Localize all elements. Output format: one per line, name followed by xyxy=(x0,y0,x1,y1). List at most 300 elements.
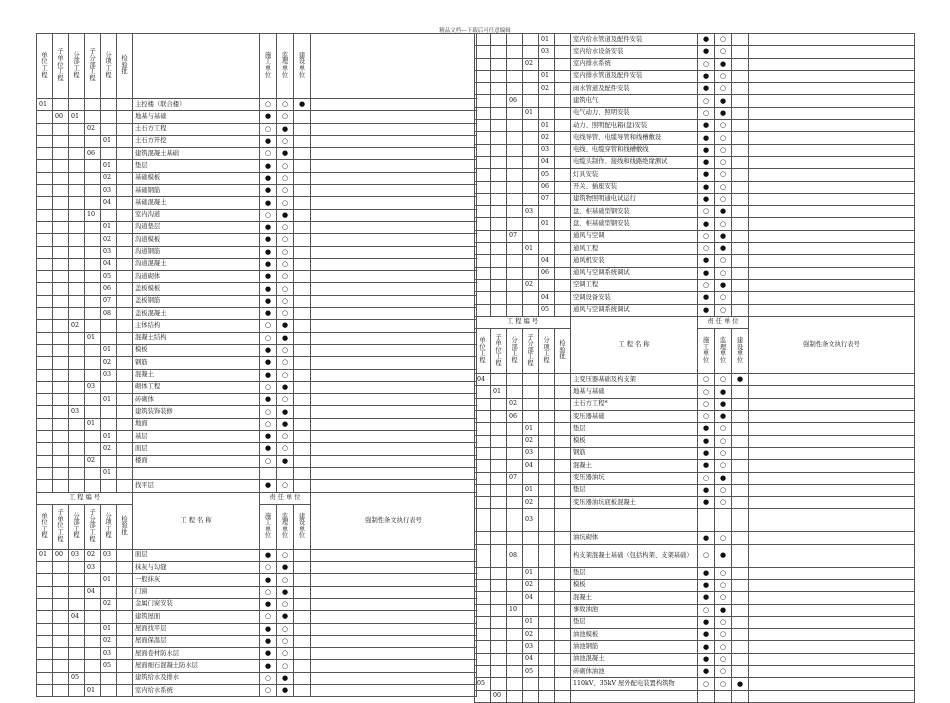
table-row xyxy=(37,562,477,574)
responsibility-mark: ● xyxy=(698,497,715,509)
code-cell: 01 xyxy=(523,567,539,579)
project-name-cell: 通风工程 xyxy=(571,243,698,255)
code-cell xyxy=(101,381,117,393)
code-cell xyxy=(491,678,507,690)
responsibility-mark: ○ xyxy=(277,295,294,307)
code-cell xyxy=(491,653,507,665)
responsibility-mark: ● xyxy=(260,221,277,233)
code-cell xyxy=(69,574,85,586)
responsibility-mark: ● xyxy=(277,406,294,418)
code-cell xyxy=(491,604,507,616)
code-cell xyxy=(507,567,523,579)
code-cell xyxy=(53,332,69,344)
code-cell xyxy=(475,472,491,484)
code-cell xyxy=(53,283,69,295)
code-cell xyxy=(555,243,571,255)
responsibility-mark xyxy=(732,304,749,316)
project-name-cell: 地基与基础 xyxy=(133,111,260,123)
code-cell: 01 xyxy=(101,574,117,586)
code-cell: 02 xyxy=(85,549,101,561)
responsibility-mark: ○ xyxy=(277,234,294,246)
code-cell xyxy=(101,148,117,160)
responsibility-mark: ○ xyxy=(260,123,277,135)
code-cell xyxy=(555,567,571,579)
header-project-code: 工 程 编 号 xyxy=(37,492,133,504)
responsibility-mark: ○ xyxy=(715,34,732,46)
code-cell xyxy=(507,243,523,255)
table-row xyxy=(475,447,915,459)
responsibility-mark xyxy=(732,604,749,616)
responsibility-mark: ● xyxy=(698,70,715,82)
code-cell xyxy=(85,672,101,684)
code-cell xyxy=(491,304,507,316)
code-cell xyxy=(69,283,85,295)
header-unit: 单位工程 xyxy=(37,34,53,99)
responsibility-mark: ○ xyxy=(715,435,732,447)
responsibility-mark: ○ xyxy=(715,46,732,58)
responsibility-mark xyxy=(732,423,749,435)
code-cell xyxy=(523,690,539,702)
code-cell xyxy=(555,46,571,58)
code-cell xyxy=(523,267,539,279)
code-cell xyxy=(491,156,507,168)
code-cell xyxy=(101,332,117,344)
code-cell: 01 xyxy=(101,467,117,479)
responsibility-mark xyxy=(294,381,311,393)
code-cell xyxy=(555,95,571,107)
table-row xyxy=(475,579,915,591)
mandatory-cell xyxy=(749,567,915,579)
code-cell xyxy=(539,532,555,544)
code-cell xyxy=(539,230,555,242)
header-unit: 单位工程 xyxy=(475,329,491,374)
code-cell xyxy=(539,423,555,435)
table-row xyxy=(37,685,477,697)
code-cell xyxy=(523,70,539,82)
code-cell xyxy=(37,623,53,635)
code-cell xyxy=(53,467,69,479)
project-name-cell: 土石方工程* xyxy=(571,398,698,410)
header-subdivision: 子分部工程 xyxy=(523,329,539,374)
code-cell xyxy=(117,221,133,233)
code-cell: 06 xyxy=(507,95,523,107)
code-cell xyxy=(523,169,539,181)
header-subunit: 子单位工程 xyxy=(53,34,69,99)
code-cell: 04 xyxy=(523,460,539,472)
code-cell: 02 xyxy=(523,497,539,509)
code-cell xyxy=(117,455,133,467)
code-cell xyxy=(491,484,507,496)
code-cell xyxy=(117,623,133,635)
code-cell xyxy=(37,160,53,172)
mandatory-cell xyxy=(749,641,915,653)
code-cell xyxy=(53,172,69,184)
responsibility-mark: ● xyxy=(698,120,715,132)
code-cell xyxy=(523,472,539,484)
mandatory-cell xyxy=(749,616,915,628)
responsibility-mark: ○ xyxy=(715,292,732,304)
code-cell xyxy=(523,132,539,144)
code-cell xyxy=(555,447,571,459)
code-cell: 02 xyxy=(539,83,555,95)
responsibility-mark xyxy=(732,230,749,242)
responsibility-mark: ○ xyxy=(698,604,715,616)
responsibility-mark: ● xyxy=(260,431,277,443)
table-row xyxy=(475,107,915,119)
responsibility-mark: ● xyxy=(698,144,715,156)
code-cell xyxy=(475,230,491,242)
code-cell xyxy=(53,381,69,393)
mandatory-cell xyxy=(749,169,915,181)
header-division: 分部工程 xyxy=(69,34,85,99)
code-cell xyxy=(539,592,555,604)
code-cell xyxy=(555,83,571,95)
responsibility-mark: ○ xyxy=(277,246,294,258)
code-cell xyxy=(69,418,85,430)
responsibility-mark: ○ xyxy=(715,83,732,95)
code-cell xyxy=(53,148,69,160)
responsibility-mark xyxy=(732,690,749,702)
code-cell xyxy=(37,148,53,160)
code-cell xyxy=(37,443,53,455)
responsibility-mark: ○ xyxy=(277,221,294,233)
table-row xyxy=(475,435,915,447)
mandatory-cell xyxy=(749,629,915,641)
table-row xyxy=(475,181,915,193)
code-cell xyxy=(37,283,53,295)
mandatory-cell xyxy=(749,653,915,665)
project-name-cell xyxy=(571,690,698,702)
code-cell xyxy=(117,672,133,684)
table-row xyxy=(37,332,477,344)
code-cell xyxy=(117,160,133,172)
code-cell xyxy=(539,386,555,398)
project-name-cell: 基础模板 xyxy=(133,172,260,184)
code-cell xyxy=(475,567,491,579)
code-cell xyxy=(37,660,53,672)
code-cell xyxy=(117,234,133,246)
code-cell xyxy=(491,292,507,304)
code-cell xyxy=(539,243,555,255)
code-cell xyxy=(85,357,101,369)
code-cell xyxy=(69,455,85,467)
code-cell: 06 xyxy=(507,411,523,423)
project-name-cell: 电气动力、照明安装 xyxy=(571,107,698,119)
responsibility-mark: ● xyxy=(715,472,732,484)
responsibility-mark: ● xyxy=(260,295,277,307)
code-cell xyxy=(69,99,85,111)
code-cell xyxy=(539,629,555,641)
project-name-cell: 钢筋 xyxy=(133,357,260,369)
code-cell xyxy=(523,193,539,205)
responsibility-mark xyxy=(732,218,749,230)
code-cell xyxy=(507,497,523,509)
mandatory-cell xyxy=(311,332,477,344)
mandatory-cell xyxy=(749,304,915,316)
code-cell xyxy=(555,484,571,496)
responsibility-mark: ● xyxy=(715,58,732,70)
code-cell xyxy=(37,467,53,479)
code-cell xyxy=(507,46,523,58)
responsibility-mark: ○ xyxy=(277,99,294,111)
code-cell xyxy=(85,283,101,295)
mandatory-cell xyxy=(311,685,477,697)
table-row xyxy=(475,641,915,653)
code-cell: 02 xyxy=(101,635,117,647)
code-cell xyxy=(555,144,571,156)
code-cell xyxy=(491,230,507,242)
code-cell xyxy=(69,381,85,393)
responsibility-mark: ● xyxy=(277,455,294,467)
responsibility-mark xyxy=(294,394,311,406)
responsibility-mark: ● xyxy=(698,46,715,58)
table-row xyxy=(475,690,915,702)
responsibility-mark: ● xyxy=(698,218,715,230)
responsibility-mark: ○ xyxy=(715,156,732,168)
code-cell xyxy=(507,484,523,496)
code-cell xyxy=(69,246,85,258)
code-cell xyxy=(117,357,133,369)
code-cell xyxy=(37,586,53,598)
code-cell xyxy=(69,660,85,672)
table-row xyxy=(475,193,915,205)
mandatory-cell xyxy=(749,544,915,567)
table-row xyxy=(475,653,915,665)
code-cell: 10 xyxy=(85,209,101,221)
code-cell xyxy=(475,83,491,95)
code-cell xyxy=(53,406,69,418)
project-name-cell: 砖砌体 xyxy=(133,394,260,406)
code-cell xyxy=(85,160,101,172)
responsibility-mark: ○ xyxy=(277,185,294,197)
code-cell: 05 xyxy=(523,666,539,678)
code-cell: 02 xyxy=(85,455,101,467)
code-cell xyxy=(37,685,53,697)
code-cell xyxy=(555,579,571,591)
responsibility-mark: ● xyxy=(698,169,715,181)
project-name-cell: 模板 xyxy=(571,579,698,591)
code-cell: 04 xyxy=(523,592,539,604)
code-cell: 04 xyxy=(539,292,555,304)
code-cell xyxy=(101,406,117,418)
project-name-cell xyxy=(133,467,260,479)
code-cell xyxy=(117,586,133,598)
header-construction: 施工单位 xyxy=(260,34,277,99)
project-name-cell: 油池钢筋 xyxy=(571,641,698,653)
mandatory-cell xyxy=(311,586,477,598)
code-cell xyxy=(507,304,523,316)
code-cell xyxy=(69,172,85,184)
header-blank-right xyxy=(311,34,477,99)
code-cell: 06 xyxy=(539,181,555,193)
table-row xyxy=(475,70,915,82)
code-cell xyxy=(491,58,507,70)
code-cell xyxy=(69,148,85,160)
project-name-cell: 盖板混凝土 xyxy=(133,308,260,320)
code-cell xyxy=(491,132,507,144)
code-cell xyxy=(85,648,101,660)
mandatory-cell xyxy=(311,574,477,586)
responsibility-mark: ● xyxy=(698,653,715,665)
code-cell xyxy=(475,46,491,58)
code-cell xyxy=(117,148,133,160)
page-note: 精品文档---下载后可任意编辑 xyxy=(439,28,511,34)
responsibility-mark xyxy=(294,344,311,356)
responsibility-mark: ● xyxy=(698,193,715,205)
code-cell xyxy=(475,107,491,119)
code-cell xyxy=(475,653,491,665)
code-cell: 05 xyxy=(539,169,555,181)
code-cell: 01 xyxy=(69,111,85,123)
code-cell xyxy=(37,431,53,443)
responsibility-mark: ○ xyxy=(277,660,294,672)
code-cell xyxy=(53,635,69,647)
code-cell xyxy=(37,111,53,123)
code-cell xyxy=(475,460,491,472)
code-cell xyxy=(37,271,53,283)
responsibility-mark: ● xyxy=(260,369,277,381)
code-cell xyxy=(475,279,491,291)
responsibility-mark: ○ xyxy=(698,206,715,218)
code-cell xyxy=(117,648,133,660)
code-cell: 05 xyxy=(69,672,85,684)
code-cell xyxy=(69,135,85,147)
code-cell xyxy=(53,685,69,697)
code-cell: 03 xyxy=(69,406,85,418)
mandatory-cell xyxy=(749,144,915,156)
table-row xyxy=(475,386,915,398)
responsibility-mark: ○ xyxy=(698,243,715,255)
code-cell xyxy=(85,246,101,258)
code-cell xyxy=(69,271,85,283)
code-cell xyxy=(53,344,69,356)
mandatory-cell xyxy=(311,221,477,233)
code-cell xyxy=(117,480,133,492)
project-name-cell: 开关、插座安装 xyxy=(571,181,698,193)
code-cell xyxy=(53,246,69,258)
responsibility-mark: ● xyxy=(277,148,294,160)
responsibility-mark: ○ xyxy=(698,544,715,567)
code-cell: 03 xyxy=(101,185,117,197)
project-name-cell: 垫层 xyxy=(571,423,698,435)
table-row xyxy=(37,197,477,209)
code-cell xyxy=(53,99,69,111)
code-cell: 01 xyxy=(523,243,539,255)
code-cell xyxy=(37,246,53,258)
responsibility-mark: ● xyxy=(260,480,277,492)
code-cell xyxy=(85,598,101,610)
table-row xyxy=(37,172,477,184)
mandatory-cell xyxy=(311,99,477,111)
table-row xyxy=(37,672,477,684)
code-cell xyxy=(69,123,85,135)
code-cell: 03 xyxy=(101,549,117,561)
code-cell xyxy=(555,267,571,279)
responsibility-mark: ● xyxy=(260,574,277,586)
table-row xyxy=(37,623,477,635)
code-cell xyxy=(523,532,539,544)
code-cell xyxy=(523,34,539,46)
responsibility-mark xyxy=(294,455,311,467)
table-row xyxy=(475,629,915,641)
responsibility-mark xyxy=(698,509,715,532)
table-row xyxy=(475,95,915,107)
code-cell xyxy=(475,193,491,205)
code-cell xyxy=(539,544,555,567)
code-cell: 05 xyxy=(539,304,555,316)
mandatory-cell xyxy=(311,111,477,123)
project-name-cell: 一般抹灰 xyxy=(133,574,260,586)
code-cell xyxy=(555,132,571,144)
code-cell: 01 xyxy=(37,549,53,561)
mandatory-cell xyxy=(311,431,477,443)
code-cell xyxy=(507,579,523,591)
project-name-cell: 110kV、35kV 屋外配电装置构筑物 xyxy=(571,678,698,690)
code-cell xyxy=(85,271,101,283)
responsibility-mark: ○ xyxy=(260,562,277,574)
code-cell xyxy=(37,185,53,197)
code-cell xyxy=(85,234,101,246)
mandatory-cell xyxy=(311,123,477,135)
mandatory-cell xyxy=(749,423,915,435)
code-cell xyxy=(523,181,539,193)
responsibility-mark: ○ xyxy=(715,423,732,435)
mandatory-cell xyxy=(311,648,477,660)
code-cell xyxy=(507,218,523,230)
header-mandatory: 强制性条文执行表号 xyxy=(311,492,477,549)
mandatory-cell xyxy=(749,193,915,205)
code-cell xyxy=(101,320,117,332)
responsibility-mark: ○ xyxy=(277,357,294,369)
code-cell: 02 xyxy=(523,435,539,447)
mandatory-cell xyxy=(749,230,915,242)
responsibility-mark: ○ xyxy=(715,304,732,316)
code-cell xyxy=(53,611,69,623)
mandatory-cell xyxy=(311,172,477,184)
responsibility-mark: ● xyxy=(698,292,715,304)
header-subunit: 子单位工程 xyxy=(53,504,69,549)
mandatory-cell xyxy=(749,509,915,532)
code-cell xyxy=(555,120,571,132)
mandatory-cell xyxy=(311,369,477,381)
responsibility-mark xyxy=(732,544,749,567)
code-cell xyxy=(507,532,523,544)
table-row xyxy=(37,648,477,660)
code-cell xyxy=(117,574,133,586)
code-cell xyxy=(555,411,571,423)
code-cell xyxy=(475,411,491,423)
code-cell: 01 xyxy=(101,221,117,233)
responsibility-mark xyxy=(732,46,749,58)
code-cell xyxy=(507,386,523,398)
responsibility-mark xyxy=(732,532,749,544)
code-cell xyxy=(475,169,491,181)
table-row xyxy=(37,209,477,221)
responsibility-mark: ● xyxy=(260,357,277,369)
code-cell xyxy=(507,592,523,604)
mandatory-cell xyxy=(311,549,477,561)
header-project-code: 工 程 编 号 xyxy=(475,316,571,328)
responsibility-mark: ● xyxy=(260,283,277,295)
table-row xyxy=(37,635,477,647)
code-cell xyxy=(491,423,507,435)
code-cell xyxy=(53,197,69,209)
header-mandatory: 强制性条文执行表号 xyxy=(749,316,915,373)
code-cell xyxy=(117,258,133,270)
responsibility-mark xyxy=(732,484,749,496)
code-cell: 05 xyxy=(475,678,491,690)
responsibility-mark: ○ xyxy=(698,230,715,242)
